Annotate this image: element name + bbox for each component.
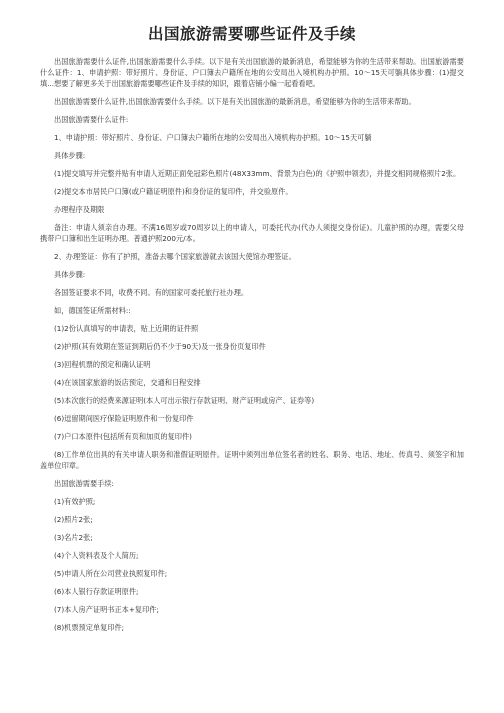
paragraph: (2)照片2张; <box>54 515 93 524</box>
paragraph: (4)个人资料表及个人简历; <box>54 551 139 560</box>
paragraph: 各国签证要求不同，收费不同。有的国家可委托旅行社办理。 <box>54 288 249 297</box>
paragraph: (5)本次旅行的经费来源证明(本人可出示银行存款证明、财产证明或房产、证券等) <box>54 396 315 405</box>
paragraph: (7)户口本原件(包括所有页和加页的复印件) <box>54 432 192 441</box>
paragraph: (5)申请人所在公司营业执照复印件; <box>54 569 168 578</box>
paragraph: (1)提交填写并完整并贴有申请人近期正面免冠彩色照片(48X33mm、背景为白色)的《护照申领表》，并提交相同规格照片2张。 <box>54 169 461 178</box>
paragraph: (3)回程机票的预定和确认证明 <box>54 360 151 369</box>
paragraph: (7)本人房产证明书正本+复印件; <box>54 605 159 614</box>
paragraph: (2)护照(其有效期在签证到期后仍不少于90天)及一张身份页复印件 <box>54 342 266 351</box>
paragraph: (8)机票预定单复印件; <box>54 623 125 632</box>
paragraph: (4)在该国家旅游的饭店预定，交通和日程安排 <box>54 378 201 387</box>
paragraph: (2)提交本市居民户口簿(或户籍证明原件)和身份证的复印件，并交验原件。 <box>54 187 293 196</box>
paragraph: 出国旅游需要手续: <box>54 479 114 488</box>
paragraph: 如，德国签证所需材料:: <box>54 306 131 315</box>
paragraph: 2、办理签证：你有了护照，准备去哪个国家旅游就去该国大使馆办理签证。 <box>54 252 296 261</box>
document-title: 出国旅游需要哪些证件及手续 <box>147 25 356 43</box>
paragraph: (6)本人银行存款证明原件; <box>54 587 139 596</box>
paragraph: 办理程序及期限 <box>54 205 105 214</box>
paragraph: 1、申请护照：带好照片、身份证、户口簿去户籍所在地的公安局出入境机构办护照。10～15天可躺 <box>54 133 372 142</box>
paragraph: 具体步骤: <box>54 270 86 279</box>
paragraph: 出国旅游需要什么证件,出国旅游需要什么手续。以下是有关出国旅游的最新消息，希望能够为你的生活带来帮助。 <box>54 97 416 106</box>
paragraph: 出国旅游需要什么证件,出国旅游需要什么手续。以下是有关出国旅游的最新消息，希望能够为你的生活带来帮助。出国旅游需要什么证件：1、申请护照：带好照片、身份证、户口簿去户籍所在地的公安局出入境机构办护照。10～15天可躺具体步骤：(1)提交填...想要了解更多关于出国旅游需要哪些证件及手续的知识，跟着店铺小编一起看看吧。 <box>40 57 464 88</box>
document-body <box>40 56 464 633</box>
paragraph: (8)工作单位出具的有关申请人职务和准假证明原件。证明中须列出单位签名者的姓名、职务、电话、地址、传真号、须签字和加盖单位印章。 <box>40 450 464 470</box>
paragraph: (1)有效护照; <box>54 497 96 506</box>
paragraph: (3)名片2张; <box>54 533 93 542</box>
paragraph: 备注：申请人须亲自办理。不满16周岁或70周岁以上的申请人，可委托代办(代办人须提交身份证)。儿童护照的办理，需要父母携带户口簿和出生证明办理。普通护照200元/本。 <box>40 223 464 243</box>
paragraph: 具体步骤: <box>54 151 86 160</box>
paragraph: 出国旅游需要什么证件: <box>54 115 129 124</box>
paragraph: (1)2份认真填写的申请表，贴上近期的证件照 <box>54 324 199 333</box>
paragraph: (6)逗留期间医疗保险证明原件和一份复印件 <box>54 414 194 423</box>
